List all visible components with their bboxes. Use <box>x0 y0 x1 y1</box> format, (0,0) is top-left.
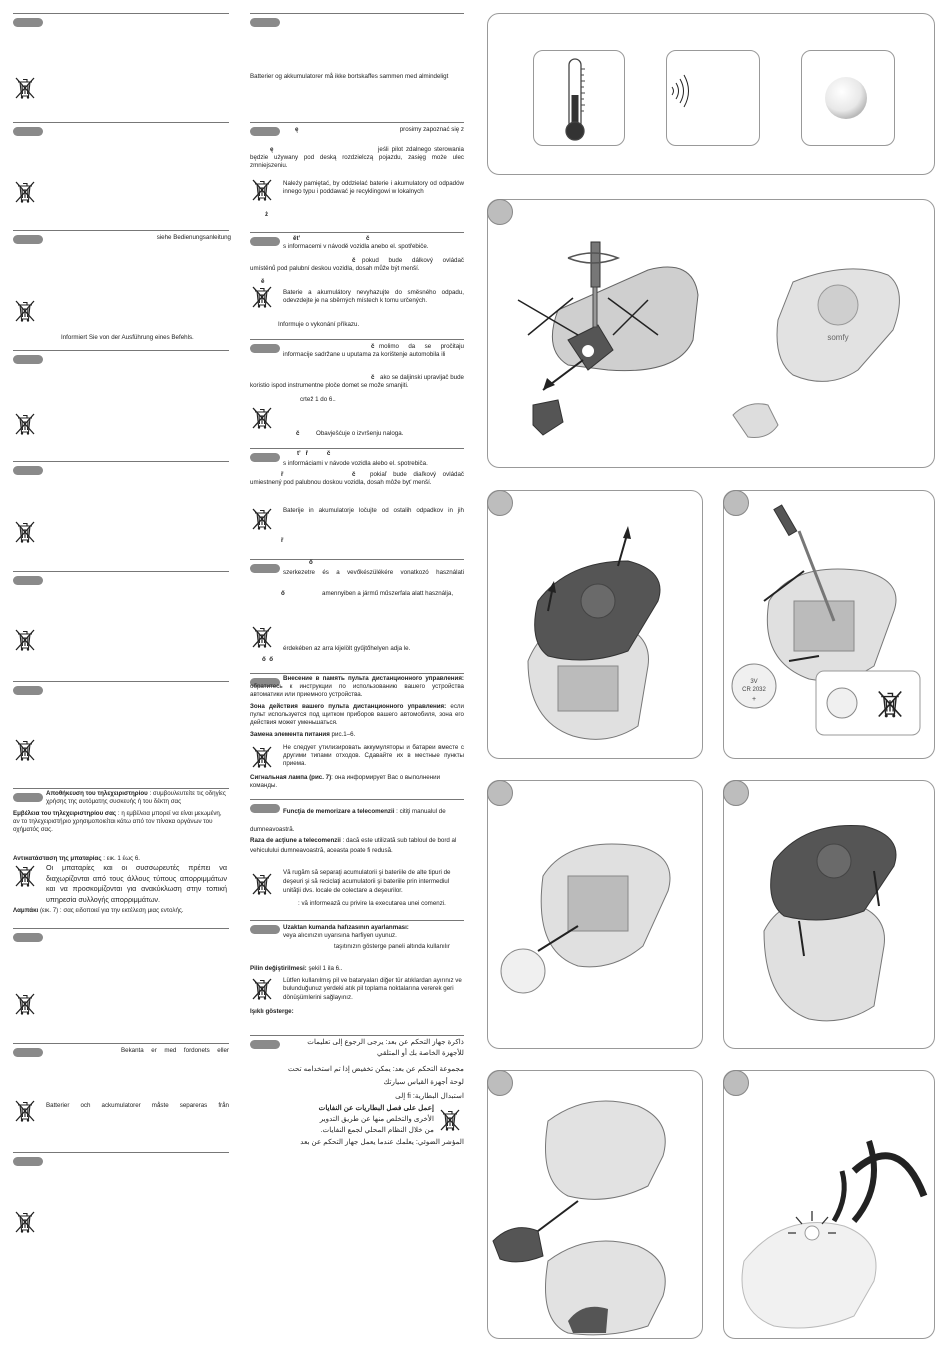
weee-bin-icon <box>14 628 36 652</box>
el-led-title: Λαμπάκι <box>13 907 39 914</box>
el-range-text: : η εμβέλεια μπορεί να είναι μειωμένη, αν το τηλεχειριστήριο χρησιμοποιείται κάτω από τον πίνακα οργάνων του οχήματός σας. <box>13 810 222 833</box>
section-7 <box>13 681 229 682</box>
section-1 <box>13 13 229 14</box>
ro-memo <box>250 803 464 839</box>
el-led-text: (εικ. 7) : σας ειδοποιεί για την εκτέλεση μιας εντολής. <box>38 907 184 914</box>
battery-insert-illustration <box>488 781 702 1048</box>
cover-closing-illustration <box>724 781 934 1048</box>
battery-removal-illustration <box>724 491 934 758</box>
cap-fitting-illustration <box>488 1071 702 1338</box>
ru-recycle: Не следует утилизировать аккумуляторы и батареи вместе с другими типами отходов. Сдавайте их в местные пункты приема. <box>283 744 464 767</box>
el-memo-title: Αποθήκευση του τηλεχειριστηρίου <box>46 790 148 797</box>
symbols-panel <box>487 13 935 175</box>
language-badge <box>250 237 280 246</box>
ru-batt <box>250 731 464 739</box>
section-ro <box>250 799 464 907</box>
ar-line-4: لوحة أجهزة القياس سيارتك <box>383 1077 464 1086</box>
section-ar <box>250 1035 464 1146</box>
section-da2 <box>250 13 464 80</box>
ru-batt-text: рис.1–6. <box>329 731 356 738</box>
ar-recycle-3: من خلال النظام المحلي لجمع النفايات. <box>320 1125 434 1134</box>
figure-2-panel <box>487 490 703 759</box>
weee-bin-icon <box>14 299 36 323</box>
language-badge <box>13 793 43 802</box>
tr-batt <box>250 965 464 973</box>
ru-range <box>250 703 464 727</box>
cover-removal-illustration <box>488 491 702 758</box>
figure-3-panel <box>723 490 935 759</box>
ar-recycle-1: إعمل على فصل البطاريات عن النفايات <box>318 1103 434 1112</box>
hu-range: amennyiben a jármű műszerfala alatt használja, <box>322 590 454 597</box>
sk-head: t’ ř č <box>297 450 331 457</box>
section-pl <box>250 122 464 218</box>
light-card <box>801 50 895 146</box>
de-led-text: Informiert Sie von der Ausführung eines Befehls. <box>61 334 194 341</box>
language-badge <box>13 355 43 364</box>
section-4 <box>13 350 229 351</box>
pl-recycle: Należy pamiętać, by oddzielać baterie i akumulatory od odpadów innego typu i poddawać je recyklingowi w lokalnych <box>283 180 464 195</box>
weee-bin-icon <box>251 507 273 531</box>
hr-batt: crtež 1 do 6.. <box>300 396 336 403</box>
pl-range-char: ę <box>270 146 274 153</box>
tr-memo-title: Uzaktan kumanda hafızasının ayarlanması: <box>283 924 409 931</box>
language-badge <box>13 933 43 942</box>
figure-5-panel <box>723 780 935 1049</box>
ru-led <box>250 774 464 790</box>
sound-wave-icon <box>667 51 759 145</box>
da-note: Bekanta er med fordonets eller <box>121 1047 229 1054</box>
figure-4-panel <box>487 780 703 1049</box>
de-note: siehe Bedienungsanleitung <box>156 234 231 241</box>
remote-opening-illustration <box>488 200 934 467</box>
ro-led: : vă informează cu privire la executarea unei comenzi. <box>298 900 446 907</box>
hu-recycle: érdekében az arra kijelölt gyűjtőhelyen adja le. <box>283 645 411 652</box>
led-signal-illustration <box>724 1071 934 1338</box>
weee-bin-icon <box>14 76 36 100</box>
weee-bin-icon <box>14 520 36 544</box>
cs-head-1: ět’ <box>293 235 301 242</box>
tr-memo: veya alıcınızın uyarısına harfiyen uyunuz. <box>283 932 397 939</box>
tr-recycle: Lütfen kullanılmış pil ve bataryaları diğer tür atıklardan ayırınız ve bulunduğunuz yerdeki atık pil toplama noktalarına vererek geri dönüşümlerini sağlayınız. <box>283 977 462 1001</box>
weee-bin-icon <box>251 977 273 1001</box>
language-badge <box>250 18 280 27</box>
section-sk <box>250 448 464 544</box>
language-badge <box>13 18 43 27</box>
battery-line-2: CR 2032 <box>742 687 766 693</box>
section-el <box>13 788 229 914</box>
language-badge <box>13 466 43 475</box>
ro-range-text: : dacă este utilizată sub tabloul de bord al vehiculului dumneavoastră, aceasta poate fi redusă. <box>250 837 457 854</box>
battery-line-1: 3V <box>750 679 758 685</box>
language-badge <box>13 686 43 695</box>
ar-line-2: للأجهزة الخاصة بك أو المتلقي <box>377 1048 464 1057</box>
pl-led-char: ż <box>265 211 269 218</box>
ar-line-6: المؤشر الضوئي: يعلمك عندما يعمل جهاز التحكم عن بعد <box>300 1137 464 1146</box>
weee-bin-icon <box>251 406 273 430</box>
ru-led-title: Сигнальная лампа (рис. 7) <box>250 774 332 781</box>
section-ru <box>250 673 464 789</box>
ru-range-title: Зона действия вашего пульта дистанционного управления: <box>250 703 447 710</box>
sk-range-char-2: č <box>352 471 356 478</box>
hu-chars: ő ő <box>262 656 273 663</box>
language-badge <box>250 344 280 353</box>
section-6 <box>13 571 229 572</box>
tr-batt-title: Pilin değiştirilmesi: <box>250 965 307 972</box>
section-9 <box>13 928 229 929</box>
section-2 <box>13 122 229 123</box>
cs-recycle: Baterie a akumulátory nevyhazujte do směsného odpadu, odevzdejte je na sběrných místech k tomu určených. <box>283 289 464 304</box>
weee-bin-icon <box>14 992 36 1016</box>
el-led <box>13 907 227 915</box>
hu-intro: szerkezetre és a vevőkészülékére vonatkozó használati <box>283 569 464 576</box>
hr-led: Obavješćuje o izvršenju naloga. <box>316 430 404 437</box>
figure-1-panel <box>487 199 935 468</box>
step-badge <box>723 490 749 516</box>
weee-bin-icon <box>251 178 273 202</box>
hr-head-char: č <box>371 343 375 350</box>
weee-bin-icon <box>251 285 273 309</box>
section-da <box>13 1043 229 1109</box>
sk-range-char: ř <box>281 471 284 478</box>
cs-range: pokud bude dálkový ovládač umístěnů pod palubní deskou vozidla, dosah může být menší. <box>250 257 464 272</box>
figure-6-panel <box>487 1070 703 1339</box>
cs-memo: s informacemi v návodě vozidla anebo el. spotřebiče. <box>283 243 429 250</box>
el-range-title: Εμβέλεια του τηλεχειριστηρίου σας <box>13 810 117 817</box>
ru-batt-title: Замена элемента питания <box>250 731 330 738</box>
pl-intro: prosimy zapoznać się z <box>399 126 464 133</box>
sv-batt: Batterier och ackumulatorer måste separeras från <box>46 1102 229 1109</box>
section-cs <box>250 232 464 328</box>
language-badge <box>13 235 43 244</box>
step-badge <box>723 1070 749 1096</box>
ru-memo-text: обратитесь к инструкции по использованию вашего устройства автоматики или приемного устройства. <box>250 683 464 698</box>
el-memo-text: : συμβουλευτείτε τις οδηγίες χρήσης της αυτόματης συσκευής ή του δέκτη σας <box>46 790 226 805</box>
hr-range-char: č <box>371 374 375 381</box>
language-badge <box>250 453 280 462</box>
weee-bin-icon <box>14 738 36 762</box>
sl-f-char: ř <box>281 537 284 544</box>
ro-range <box>250 836 464 856</box>
language-badge <box>250 925 280 934</box>
tr-led-title: Işıklı gösterge: <box>250 1008 294 1015</box>
weee-bin-icon <box>251 625 273 649</box>
section-hu <box>250 559 464 663</box>
ro-range-title: Raza de acţiune a telecomenzii <box>250 837 341 844</box>
hu-range-char: ő <box>281 590 285 597</box>
weee-bin-icon <box>14 180 36 204</box>
ro-recycle: Vă rugăm să separaţi acumulatorii şi bateriile de alte tipuri de deşeuri şi să reciclaţi acumulatorii şi bateriile prin intermediul unităţii dvs. locale de colectare a deşeurilor. <box>283 869 451 894</box>
tr-range: taşıtınızın gösterge paneli altında kullanılır <box>334 943 450 950</box>
weee-bin-icon <box>251 745 273 769</box>
weee-bin-icon <box>14 412 36 436</box>
step-badge <box>487 490 513 516</box>
language-badge <box>13 1048 43 1057</box>
hr-intro: molimo da se pročitaju informacije sadržane u uputama za korištenje automobila ili <box>283 343 464 358</box>
sk-range: pokiaľ bude diaľkový ovládač umiestnený pod palubnou doskou vozidla, dosah môže byť menší. <box>250 471 464 486</box>
ar-line-1: ذاكرة جهاز التحكم عن بعد: يرجى الرجوع إلى تعليمات <box>307 1037 464 1046</box>
cs-batt-char: ě <box>261 278 265 285</box>
brand-label: somfy <box>827 333 849 342</box>
cs-range-char: č <box>352 257 356 264</box>
step-badge <box>723 780 749 806</box>
language-badge <box>13 127 43 136</box>
weee-bin-icon <box>14 864 36 888</box>
step-badge <box>487 199 513 225</box>
el-range <box>13 810 227 834</box>
sk-memo: s informáciami v návode vozidla alebo el. spotrebiča. <box>283 460 428 467</box>
tr-batt-text: şekil 1 ila 6.. <box>306 965 343 972</box>
weee-bin-icon <box>251 872 273 896</box>
section-5 <box>13 461 229 462</box>
light-dot-icon <box>802 51 894 145</box>
ru-led-text: : она информирует Вас о выполнении команды. <box>250 774 441 789</box>
pl-range: jeśli pilot zdalnego sterowania będzie używany pod deską rozdzielczą pojazdu, zasięg może ulec zmniejszeniu. <box>250 146 464 169</box>
ru-range-text: если пульт используется под щитком приборов вашего автомобиля, зона его действия может уменьшаться. <box>250 703 464 726</box>
ar-recycle-2: الأخرى والتخلص منها عن طريق التدوير <box>319 1114 434 1123</box>
language-badge <box>250 127 280 136</box>
sound-card <box>666 50 760 146</box>
sl-recycle: Baterije in akumulatorje ločujte od ostalih odpadkov in jih <box>283 507 464 514</box>
ro-memo-text: : citiţi manualul de dumneavoastră. <box>250 808 446 833</box>
da-batt: Batterier og akkumulatorer må ikke bortskaffes sammen med almindeligt <box>250 73 449 80</box>
pl-head-char: ę <box>295 126 299 133</box>
cs-head-2: č <box>366 235 370 242</box>
hr-led-char: č <box>296 430 300 437</box>
ro-memo-title: Funcţia de memorizare a telecomenzii <box>283 808 395 815</box>
el-recycle: Οι μπαταρίες και οι συσσωρευτές πρέπει να διαχωρίζονται από τους άλλους τύπους απορριμμάτων και να προσκομίζονται για ανακύκλωση στην τοπική υπηρεσία συλλογής απορριμμάτων. <box>46 863 227 904</box>
section-de <box>13 230 231 341</box>
battery-sign: + <box>751 696 757 703</box>
el-batt-text: : εικ. 1 έως 6. <box>101 855 140 862</box>
thermometer-icon <box>534 51 624 145</box>
temperature-card <box>533 50 625 146</box>
el-batt <box>13 855 227 863</box>
hr-range: ako se daljinski upravljač bude koristio ispod instrumentne ploče domet se može smanjiti. <box>250 374 464 389</box>
step-badge <box>487 1070 513 1096</box>
language-badge <box>13 576 43 585</box>
ar-line-3: مجموعة التحكم عن بعد: يمكن تخفيض إذا تم استخدامه تحت <box>287 1064 464 1073</box>
ru-memo-title: Внесение в память пульта дистанционного управления: <box>283 675 464 682</box>
weee-bin-icon <box>439 1108 461 1132</box>
section-hr <box>250 339 464 437</box>
el-memo <box>46 790 230 806</box>
weee-bin-icon <box>14 1099 36 1123</box>
ru-memo <box>250 675 464 699</box>
weee-bin-icon <box>14 1210 36 1234</box>
language-badge <box>250 564 280 573</box>
figure-7-panel <box>723 1070 935 1339</box>
el-batt-title: Αντικατάσταση της μπαταρίας <box>13 855 102 862</box>
section-tr <box>250 920 464 1015</box>
section-11 <box>13 1152 229 1153</box>
cs-led: Informuje o vykonání příkazu. <box>278 321 360 328</box>
hu-head-char: ő <box>309 559 313 566</box>
ar-line-5: استبدال البطارية: fi إلى <box>395 1091 464 1100</box>
step-badge <box>487 780 513 806</box>
language-badge <box>250 1040 280 1049</box>
language-badge <box>13 1157 43 1166</box>
